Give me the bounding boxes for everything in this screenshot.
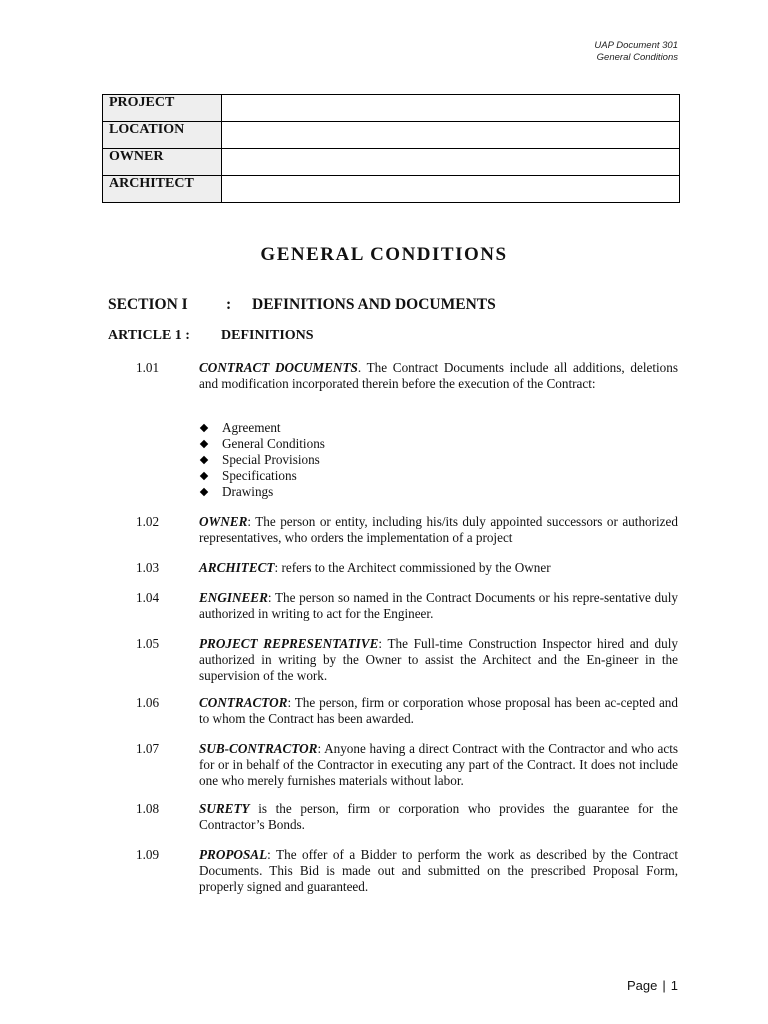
clause-1-09	[136, 847, 678, 895]
clause-1-03	[136, 560, 678, 576]
clause-number: 1.03	[136, 560, 160, 575]
page-footer	[627, 978, 678, 993]
section-number: SECTION I	[108, 296, 188, 313]
project-label: PROJECT	[103, 95, 222, 122]
clause-number: 1.04	[136, 590, 160, 605]
clause-text: : The Full-time Construction Inspector hired and duly authorized in writing by the Owner to assist the Architect and the En-gineer in the supervision of the work.	[199, 636, 678, 683]
clause-term: SURETY	[199, 801, 250, 816]
clause-1-04	[136, 590, 678, 622]
document-title	[0, 244, 768, 266]
clause-term: CONTRACT DOCUMENTS	[199, 360, 358, 375]
section-title: DEFINITIONS AND DOCUMENTS	[252, 296, 496, 313]
clause-number: 1.09	[136, 847, 160, 862]
clause-text: : The person, firm or corporation whose proposal has been ac-cepted and to whom the Contract has been awarded.	[199, 695, 678, 726]
diamond-bullet-icon	[200, 472, 208, 480]
clause-term: PROPOSAL	[199, 847, 268, 862]
clause-1-07	[136, 741, 678, 789]
project-info-table	[102, 94, 680, 203]
page-number: 1	[670, 978, 678, 993]
clause-1-02	[136, 514, 678, 546]
list-item: Special Provisions	[199, 452, 325, 468]
list-item: Specifications	[199, 468, 325, 484]
clause-number: 1.01	[136, 360, 160, 375]
clause-text: . The Contract Documents include all additions, deletions and modification incorporated therein before the execution of the Contract:	[199, 360, 678, 391]
diamond-bullet-icon	[200, 488, 208, 496]
owner-value	[222, 149, 680, 176]
clause-number: 1.06	[136, 695, 160, 710]
document-header	[594, 40, 678, 64]
architect-value	[222, 176, 680, 203]
owner-label: OWNER	[103, 149, 222, 176]
clause-term: ARCHITECT	[199, 560, 275, 575]
page-label: Page	[627, 978, 658, 993]
clause-text: is the person, firm or corporation who provides the guarantee for the Contractor’s Bonds.	[199, 801, 678, 832]
diamond-bullet-icon	[200, 440, 208, 448]
clause-term: CONTRACTOR	[199, 695, 288, 710]
clause-1-08	[136, 801, 678, 833]
table-row	[103, 95, 680, 122]
header-doc-name: General Conditions	[596, 52, 678, 63]
diamond-bullet-icon	[200, 424, 208, 432]
architect-label: ARCHITECT	[103, 176, 222, 203]
location-value	[222, 122, 680, 149]
list-item: Drawings	[199, 484, 325, 500]
clause-text: : The person or entity, including his/its duly appointed successors or authorized representatives, who orders the implementation of a project	[199, 514, 678, 545]
clause-term: ENGINEER	[199, 590, 268, 605]
clause-text: : Anyone having a direct Contract with the Contractor and who acts for or in behalf of the Contractor in executing any part of the Contract. It does not include one who merely furnishes materials without labor.	[199, 741, 678, 788]
clause-number: 1.02	[136, 514, 160, 529]
clause-number: 1.07	[136, 741, 160, 756]
clause-number: 1.05	[136, 636, 160, 651]
document-title-text: GENERAL CONDITIONS	[260, 244, 508, 265]
table-row	[103, 149, 680, 176]
project-value	[222, 95, 680, 122]
location-label: LOCATION	[103, 122, 222, 149]
article-number: ARTICLE 1 :	[108, 328, 190, 343]
diamond-bullet-icon	[200, 456, 208, 464]
clause-text: : The offer of a Bidder to perform the work as described by the Contract Documents. This Bid is made out and submitted on the prescribed Proposal Form, properly signed and guaranteed.	[199, 847, 678, 894]
page-separator: |	[662, 978, 666, 993]
clause-text: : refers to the Architect commissioned by the Owner	[274, 560, 551, 575]
section-colon: :	[226, 296, 232, 313]
list-item: General Conditions	[199, 436, 325, 452]
contract-documents-list	[199, 420, 325, 500]
clause-text: : The person so named in the Contract Documents or his repre-sentative duly authorized in writing to act for the Engineer.	[199, 590, 678, 621]
article-heading	[108, 328, 314, 344]
clause-1-01	[136, 360, 678, 392]
section-heading	[108, 296, 496, 314]
clause-number: 1.08	[136, 801, 160, 816]
table-row	[103, 122, 680, 149]
table-row	[103, 176, 680, 203]
list-item: Agreement	[199, 420, 325, 436]
clause-1-05	[136, 636, 678, 684]
article-title: DEFINITIONS	[221, 328, 314, 343]
clause-1-06	[136, 695, 678, 727]
clause-term: PROJECT REPRESENTATIVE	[199, 636, 379, 651]
clause-term: SUB-CONTRACTOR	[199, 741, 318, 756]
header-doc-id: UAP Document 301	[594, 40, 678, 51]
clause-term: OWNER	[199, 514, 248, 529]
